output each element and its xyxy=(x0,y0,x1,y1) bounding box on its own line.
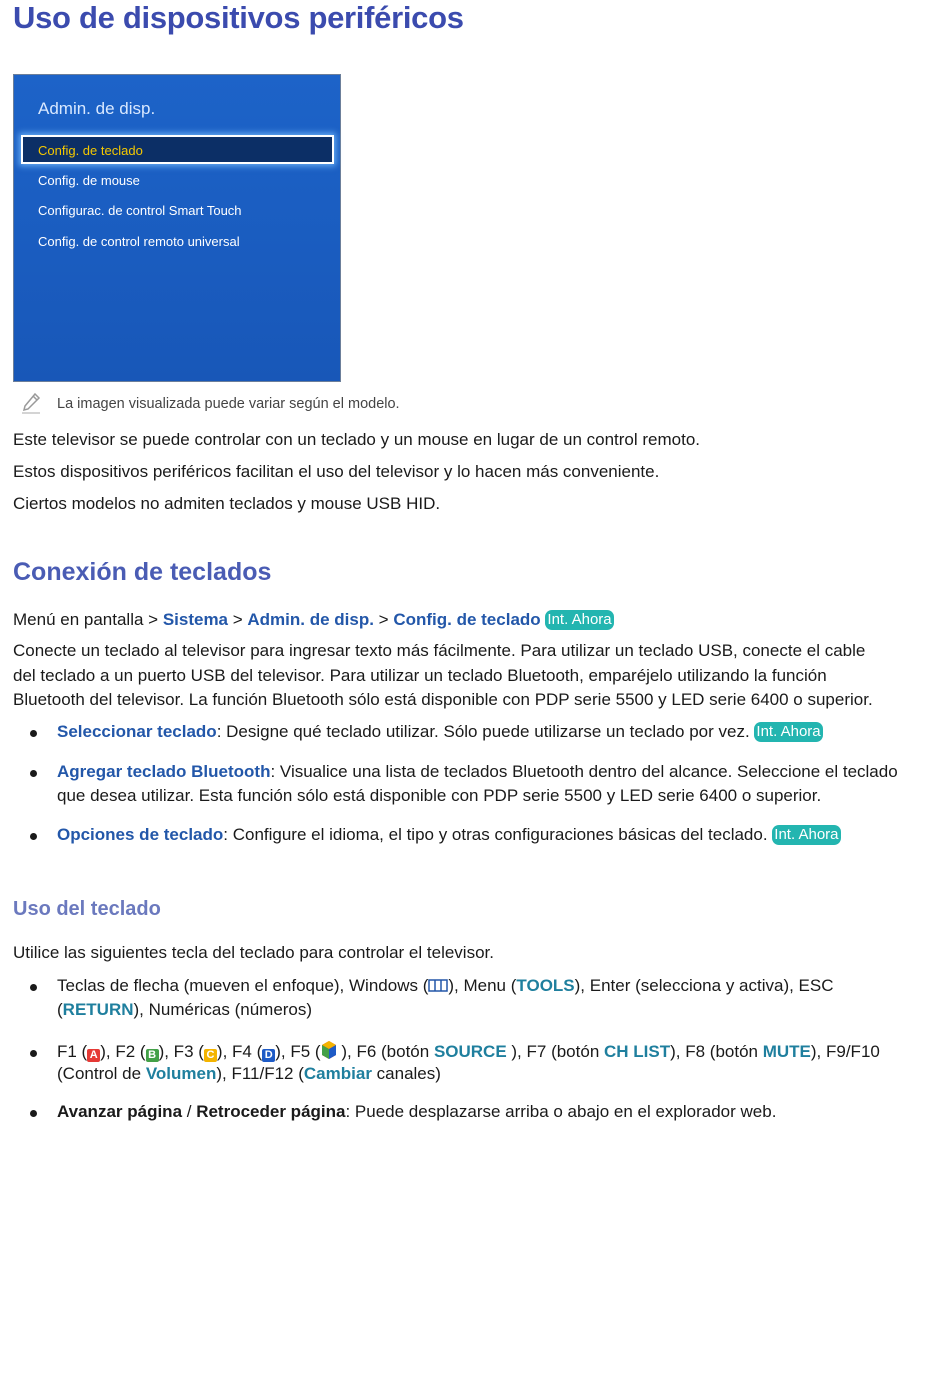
page-forward-term: Avanzar página xyxy=(57,1102,183,1121)
tools-label: TOOLS xyxy=(516,976,575,995)
list-item-text: ( xyxy=(57,1000,63,1019)
tv-menu-screenshot xyxy=(13,74,341,382)
section-heading-keyboard-usage: Uso del teclado xyxy=(13,898,161,920)
tv-menu-item-label: Config. de teclado xyxy=(38,143,143,158)
return-label: RETURN xyxy=(62,1000,134,1019)
list-item-text: ), F5 ( xyxy=(275,1042,321,1061)
menu-path-keyboard[interactable]: Config. de teclado xyxy=(393,610,541,629)
windows-key-icon xyxy=(428,978,448,992)
green-key-icon: B xyxy=(146,1049,159,1062)
change-label: Cambiar xyxy=(303,1064,372,1083)
page-title: Uso de dispositivos periféricos xyxy=(13,0,464,35)
menu-path-admin[interactable]: Admin. de disp. xyxy=(247,610,374,629)
tv-menu-title: Admin. de disp. xyxy=(38,99,156,118)
intro-line: Ciertos modelos no admiten teclados y mouse USB HID. xyxy=(13,494,441,513)
section-heading-keyboard-connection: Conexión de teclados xyxy=(13,558,272,586)
list-item-text: : Designe qué teclado utilizar. Sólo puede utilizarse un teclado por vez. xyxy=(216,722,755,741)
yellow-key-icon: C xyxy=(204,1049,217,1062)
list-item-text: ), F9/F10 xyxy=(810,1042,880,1061)
source-label: SOURCE xyxy=(433,1042,507,1061)
list-item-text: (Control de xyxy=(57,1064,146,1083)
bullet xyxy=(30,1050,37,1057)
menu-path: Menú en pantalla > Sistema > Admin. de disp. > Config. de teclado Int. Ahora xyxy=(13,610,612,629)
list-item-text: ), Menu ( xyxy=(448,976,517,995)
bullet xyxy=(30,984,37,991)
list-item-text: ), F7 (botón xyxy=(506,1042,604,1061)
intro-line: Estos dispositivos periféricos facilitan el uso del televisor y lo hacen más conveniente. xyxy=(13,462,660,481)
list-item xyxy=(57,823,841,847)
try-now-badge[interactable]: Int. Ahora xyxy=(547,611,612,628)
blue-key-icon: D xyxy=(262,1049,275,1062)
list-item-text: ), Numéricas (números) xyxy=(133,1000,313,1019)
list-item-text: canales) xyxy=(371,1064,441,1083)
list-item xyxy=(57,1040,880,1085)
list-item xyxy=(57,1100,776,1124)
pencil-icon xyxy=(20,392,42,414)
list-item-text: F1 ( xyxy=(57,1042,88,1061)
menu-path-sistema[interactable]: Sistema xyxy=(162,610,229,629)
smart-hub-icon xyxy=(321,1040,337,1060)
tv-menu-item-smart-touch[interactable]: Configurac. de control Smart Touch xyxy=(38,203,242,218)
list-item-text: : Visualice una lista de teclados Bluetooth dentro del alcance. Seleccione el teclado xyxy=(270,762,898,781)
tv-menu-item-selected[interactable] xyxy=(21,135,334,164)
list-item-text: ), F8 (botón xyxy=(670,1042,763,1061)
volume-label: Volumen xyxy=(145,1064,217,1083)
list-item-text: : Puede desplazarse arriba o abajo en el explorador web. xyxy=(345,1102,777,1121)
intro-line: Este televisor se puede controlar con un teclado y un mouse en lugar de un control remoto. xyxy=(13,430,701,449)
list-item-text: ), F4 ( xyxy=(216,1042,263,1061)
list-item-text: ), Enter (selecciona y activa), ESC xyxy=(574,976,834,995)
tv-menu-item-universal-remote[interactable]: Config. de control remoto universal xyxy=(38,234,240,249)
list-item-text: ), F6 (botón xyxy=(336,1042,434,1061)
tv-menu-item-mouse[interactable]: Config. de mouse xyxy=(38,173,140,188)
list-item-text: que desea utilizar. Esta función sólo está disponible con PDP serie 5500 y LED serie 6400 o superior. xyxy=(57,786,822,805)
list-item-text: ), F3 ( xyxy=(158,1042,204,1061)
list-item-text: / xyxy=(182,1102,197,1121)
bullet xyxy=(30,1110,37,1117)
list-item xyxy=(57,974,834,1022)
bullet xyxy=(30,730,37,737)
list-item xyxy=(57,760,898,808)
list-item-text: ), F11/F12 ( xyxy=(216,1064,304,1083)
red-key-icon: A xyxy=(87,1049,100,1062)
bullet xyxy=(30,833,37,840)
mute-label: MUTE xyxy=(762,1042,811,1061)
bullet xyxy=(30,770,37,777)
list-item-text: Teclas de flecha (mueven el enfoque), Windows ( xyxy=(57,976,429,995)
usage-intro: Utilice las siguientes tecla del teclado para controlar el televisor. xyxy=(13,943,494,962)
select-keyboard-link[interactable]: Seleccionar teclado xyxy=(57,722,217,741)
add-bluetooth-keyboard-link[interactable]: Agregar teclado Bluetooth xyxy=(57,762,271,781)
menu-path-prefix: Menú en pantalla > xyxy=(13,610,163,629)
try-now-badge[interactable]: Int. Ahora xyxy=(756,723,821,740)
description-line: del teclado a un puerto USB del televisor. Para utilizar un teclado Bluetooth, emparéjelo utilizando la función xyxy=(13,666,827,685)
ch-list-label: CH LIST xyxy=(604,1042,671,1061)
list-item-text: : Configure el idioma, el tipo y otras configuraciones básicas del teclado. xyxy=(223,825,773,844)
list-item-text: ), F2 ( xyxy=(100,1042,146,1061)
page-back-term: Retroceder página xyxy=(196,1102,346,1121)
keyboard-options-link[interactable]: Opciones de teclado xyxy=(57,825,224,844)
list-item xyxy=(57,720,823,744)
try-now-badge[interactable]: Int. Ahora xyxy=(774,826,839,843)
description-line: Bluetooth del televisor. La función Bluetooth sólo está disponible con PDP serie 5500 y LED serie 6400 o superior. xyxy=(13,690,873,709)
image-note: La imagen visualizada puede variar según el modelo. xyxy=(57,396,400,412)
description-line: Conecte un teclado al televisor para ingresar texto más fácilmente. Para utilizar un teclado USB, conecte el cable xyxy=(13,641,866,660)
